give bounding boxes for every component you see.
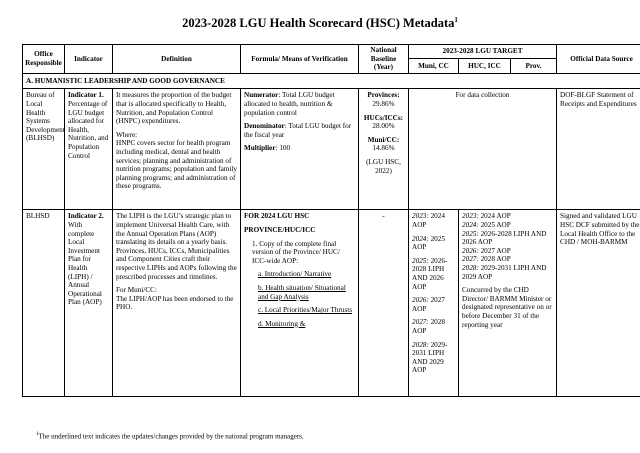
definition-cell: It measures the proportion of the budget that is allocated specifically to Health, Nutrition, and Population Control (HNPC) expenditures. Where: HNPC covers sector for health program including medical, dental and health services; planning and administration of nutrition programs; population and family planning programs; and administration of these programs.: [113, 89, 241, 210]
header-baseline: National Baseline (Year): [359, 45, 409, 74]
section-row: [23, 73, 640, 89]
header-source: Official Data Source: [557, 45, 640, 74]
indicator-cell: Indicator 1. Percentage of LGU budget allocated for Health, Nutrition, and Population Control: [65, 89, 113, 210]
huc-prov-target-cell: 2023: 2024 AOP 2024: 2025 AOP 2025: 2026-2028 LIPH AND 2026 AOP 2026: 2027 AOP 2027: 2028 AOP 2028: 2029-2031 LIPH AND 2029 AOP Concurred by the CHD Director/ BARMM Minister or designated representative on or before December 31 of the reporting year: [459, 210, 557, 397]
indicator-cell: Indicator 2. With complete Local Investment Plan for Health (LIPH) / Annual Operational Plan (AOP): [65, 210, 113, 397]
formula-cell: FOR 2024 LGU HSC PROVINCE/HUC/ICC 1. Copy of the complete final version of the Province/ HUC/ ICC-wide AOP: a. Introduction/ Narrative b. Health situation/ Situational and Gap Analysis c. Local Priorities/Major Thrusts d. Monitoring &: [241, 210, 359, 397]
definition-cell: The LIPH is the LGU’s strategic plan to implement Universal Health Care, with the Annual Operation Plans (AOP) translating its details on a yearly basis. Provinces, HUCs, ICCs, Municipalities and Component Cities craft their respective LIPHs and AOPs following the prescribed processes and timelines. For Muni/CC: The LIPH/AOP has been endorsed to the PHO.: [113, 210, 241, 397]
muni-target-cell: 2023: 2024 AOP 2024: 2025 AOP 2025: 2026-2028 LIPH AND 2026 AOP 2026: 2027 AOP 2027: 2028 AOP 2028: 2029-2031 LIPH AND 2029 AOP: [409, 210, 459, 397]
table-row: [23, 89, 640, 210]
office-cell: BLHSD: [23, 210, 65, 397]
header-row: [23, 45, 640, 59]
source-cell: Signed and validated LGU HSC DCF submitted by the Local Health Office to the CHD / MOH-BARMM: [557, 210, 640, 397]
header-huc: HUC, ICC: [459, 59, 511, 73]
header-prov: Prov.: [511, 59, 557, 73]
section-title: A. HUMANISTIC LEADERSHIP AND GOOD GOVERNANCE: [23, 73, 640, 89]
header-office: Office Responsible: [23, 45, 65, 74]
metadata-table: [22, 44, 640, 397]
source-cell: DOF-BLGF Statement of Receipts and Expenditures: [557, 89, 640, 210]
target-cell: For data collection: [409, 89, 557, 210]
header-definition: Definition: [113, 45, 241, 74]
footnote: $^1$The underlined text indicates the updates/changes provided by the national program managers.: [36, 432, 304, 441]
table-row: [23, 210, 640, 397]
formula-cell: Numerator: Total LGU budget allocated to health, nutrition & population control Denominator: Total LGU budget for the fiscal year Multiplier: 100: [241, 89, 359, 210]
page-title: 2023-2028 LGU Health Scorecard (HSC) Metadata$^1$: [182, 16, 458, 31]
header-formula: Formula/ Means of Verification: [241, 45, 359, 74]
header-muni: Muni, CC: [409, 59, 459, 73]
header-indicator: Indicator: [65, 45, 113, 74]
baseline-cell: Provinces: 29.86% HUCs/ICCs: 28.00% Muni/CC: 14.86% (LGU HSC, 2022): [359, 89, 409, 210]
office-cell: Bureau of Local Health Systems Development (BLHSD): [23, 89, 65, 210]
baseline-cell: -: [359, 210, 409, 397]
header-target: 2023-2028 LGU TARGET: [409, 45, 557, 59]
